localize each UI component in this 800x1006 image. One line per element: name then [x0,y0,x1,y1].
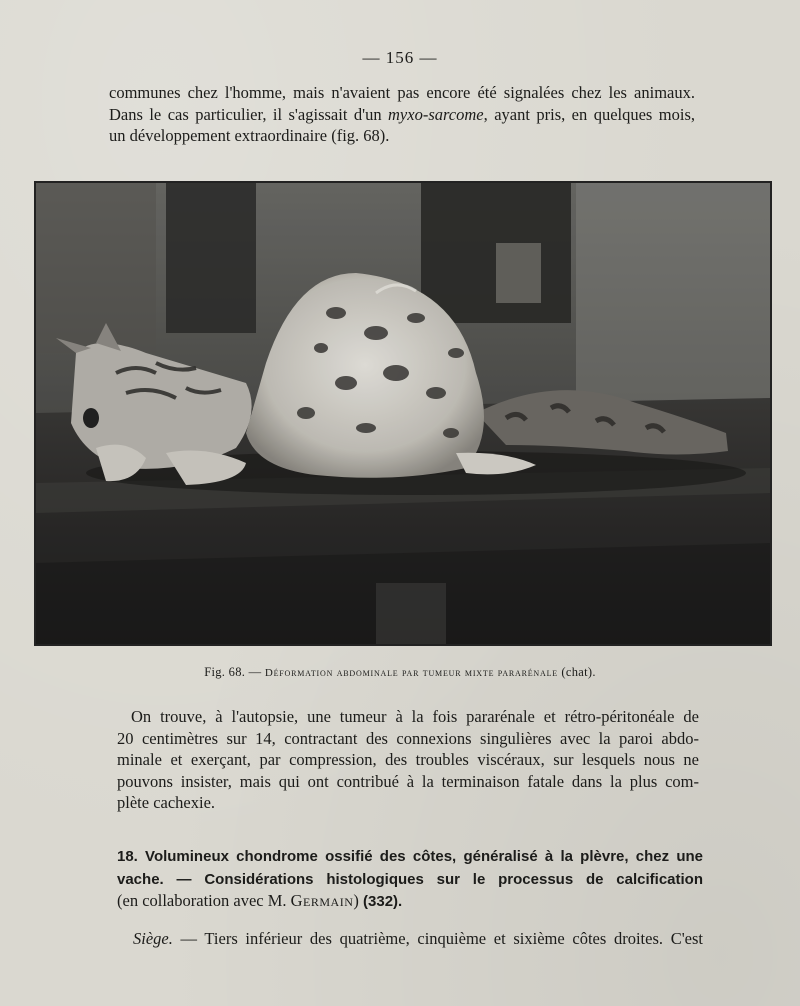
section-title-line-2: vache. — Considérations histologiques sur le processus de calcification [117,870,703,888]
cat-photograph [36,183,770,644]
figure-caption [0,665,800,680]
collaborator-name: Germain [290,891,354,910]
autopsy-line: On trouve, à l'autopsie, une tumeur à la fois pararénale et rétro-péritonéale de [131,707,699,726]
autopsy-paragraph [117,706,699,814]
section-heading [117,845,703,913]
intro-paragraph [109,82,695,147]
autopsy-line: 20 centimètres sur 14, contractant des connexions singulières avec la paroi abdo- [117,728,699,748]
figure-caption-tail: (chat). [557,665,596,679]
section-title: Volumineux chondrome ossifié des côtes, généralisé à la plèvre, chez une [145,848,704,865]
page-number: — 156 — [362,48,438,67]
section-title-line-1 [117,845,703,868]
figure-caption-text: Déformation abdominale par tumeur mixte pararénale [264,667,558,679]
autopsy-line: pouvons insister, mais qui ont contribué à la terminaison fatale dans la plus com- [117,771,699,791]
intro-line-1: communes chez l'homme, mais n'avaient pas encore été signalées chez les animaux. [109,83,695,102]
autopsy-line: plète cachexie. [117,793,216,812]
reference-number: (332). [363,893,403,910]
intro-line-3: un développement extraordinaire (fig. 68). [109,126,390,145]
figure-label: Fig. 68. — [204,665,265,679]
siege-text: — Tiers inférieur des quatrième, cinquième et sixième côtes droites. C'est [172,929,703,948]
section-number: 18. [117,848,138,865]
siege-label: Siège. [133,929,173,948]
figure-photograph [34,181,772,646]
intro-line-2: Dans le cas particulier, il s'agissait d'un myxo-sarcome, ayant pris, en quelques mois, [109,104,695,124]
autopsy-line: minale et exerçant, par compression, des troubles viscéraux, sur lesquels nous ne [117,750,699,769]
siege-paragraph [133,928,703,950]
italic-term: myxo-sarcome [388,104,484,124]
section-collaboration: (en collaboration avec M. Germain) (332). [117,891,403,910]
